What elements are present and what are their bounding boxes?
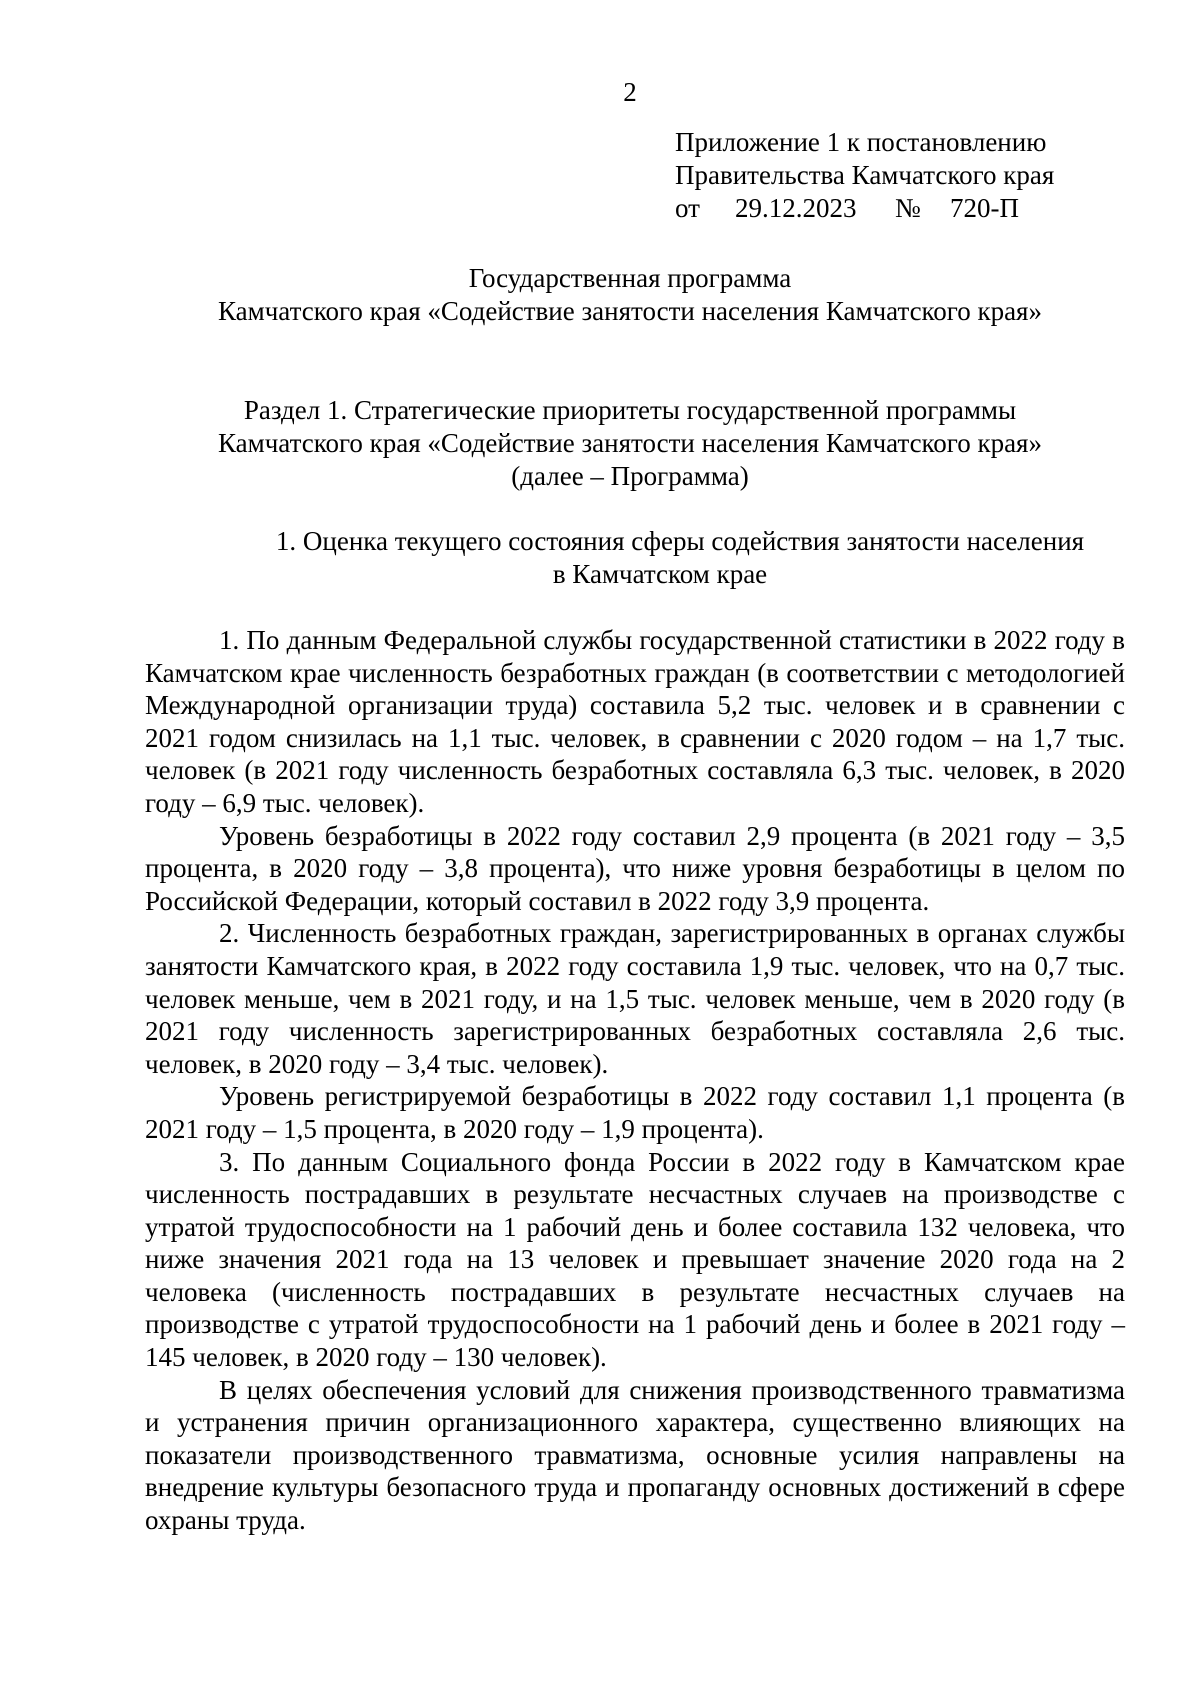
appendix-number-sign: № xyxy=(895,193,921,223)
paragraph: Уровень безработицы в 2022 году составил 2,9 процента (в 2021 году – 3,5 процента, в 2020 году – 3,8 процента), что ниже уровня безработицы в целом по Российской Федерации, который составил в 2022 году 3,9 процента. xyxy=(145,820,1125,916)
appendix-header xyxy=(675,126,1054,225)
appendix-date: 29.12.2023 xyxy=(735,193,857,223)
paragraph: Уровень регистрируемой безработицы в 2022 году составил 1,1 процента (в 2021 году – 1,5 процента, в 2020 году – 1,9 процента). xyxy=(145,1081,1125,1144)
appendix-from-label: от xyxy=(675,193,700,223)
paragraph: 1. По данным Федеральной службы государственной статистики в 2022 году в Камчатском крае численность безработных граждан (в соответствии с методологией Международной организации труда) составила 5,2 тыс. человек и в сравнении с 2021 годом снизилась на 1,1 тыс. человек, в сравнении с 2020 годом – на 1,7 тыс. человек (в 2021 году численность безработных составляла 6,3 тыс. человек, в 2020 году – 6,9 тыс. человек). xyxy=(145,625,1125,818)
program-title-line-2: Камчатского края «Содействие занятости населения Камчатского края» xyxy=(218,296,1042,326)
appendix-line-2: Правительства Камчатского края xyxy=(675,160,1055,190)
paragraph: 3. По данным Социального фонда России в 2022 году в Камчатском крае численность пострадавших в результате несчастных случаев на производстве с утратой трудоспособности на 1 рабочий день и более составила 132 человека, что ниже значения 2021 года на 13 человек и превышает значение 2020 года на 2 человека (численность пострадавших в результате несчастных случаев на производстве с утратой трудоспособности на 1 рабочий день и более в 2021 году – 145 человек, в 2020 году – 130 человек). xyxy=(145,1146,1125,1373)
appendix-number: 720-П xyxy=(950,193,1019,223)
paragraph: В целях обеспечения условий для снижения производственного травматизма и устранения причин организационного характера, существенно влияющих на показатели производственного травматизма, основные усилия направлены на внедрение культуры безопасного труда и пропаганду основных достижений в сфере охраны труда. xyxy=(145,1374,1125,1536)
program-title-line-1: Государственная программа xyxy=(468,263,792,293)
section-title xyxy=(140,394,1120,493)
page-number: 2 xyxy=(623,77,637,107)
subsection-title xyxy=(240,525,1120,591)
body-text xyxy=(145,624,1125,1537)
section-title-line-1: Раздел 1. Стратегические приоритеты государственной программы xyxy=(243,395,1017,425)
appendix-line-1: Приложение 1 к постановлению xyxy=(675,127,1047,157)
subsection-title-line-2: в Камчатском крае xyxy=(552,559,768,589)
section-title-line-2: Камчатского края «Содействие занятости населения Камчатского края» xyxy=(218,428,1042,458)
program-title xyxy=(140,262,1120,328)
paragraph: 2. Численность безработных граждан, зарегистрированных в органах службы занятости Камчатского края, в 2022 году составила 1,9 тыс. человек, что на 0,7 тыс. человек меньше, чем в 2021 году, и на 1,5 тыс. человек меньше, чем в 2020 году (в 2021 году численность зарегистрированных безработных составляла 2,6 тыс. человек, в 2020 году – 3,4 тыс. человек). xyxy=(145,918,1125,1079)
subsection-title-line-1: 1. Оценка текущего состояния сферы содействия занятости населения xyxy=(275,526,1085,556)
section-title-line-3: (далее – Программа) xyxy=(511,461,749,491)
appendix-date-line xyxy=(675,192,1054,225)
